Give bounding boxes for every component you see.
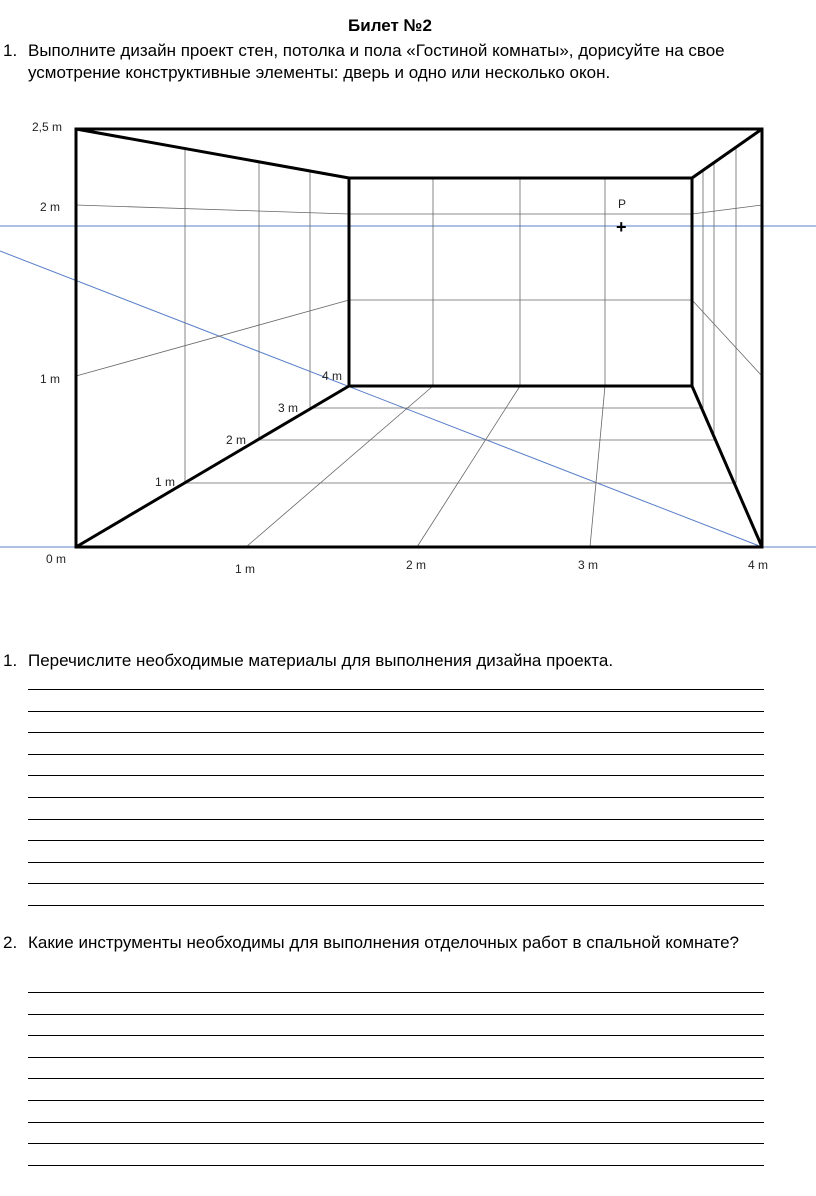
question-1-number: 1. [3,651,18,670]
answer-line[interactable] [28,797,764,798]
ticket-title: Билет №2 [348,16,432,35]
answer-line[interactable] [28,1057,764,1058]
floor-grid [185,386,736,547]
question-1-text: Перечислите необходимые материалы для выполнения дизайна проекта. [28,651,614,670]
height-label: 2,5 m [32,120,63,134]
answer-line[interactable] [28,1143,764,1144]
answer-line[interactable] [28,819,764,820]
right-wall-grid [692,148,762,483]
depth-label: 2 m [226,433,247,447]
answer-line[interactable] [28,1122,764,1123]
width-label: 4 m [748,558,769,572]
back-wall-grid [349,178,692,386]
width-label: 3 m [578,558,599,572]
answer-line[interactable] [28,1100,764,1101]
answer-line[interactable] [28,732,764,733]
question-2-text: Какие инструменты необходимы для выполнения отделочных работ в спальной комнате? [28,933,739,952]
answer-line[interactable] [28,862,764,863]
depth-label: 3 m [278,401,299,415]
answer-line[interactable] [28,1165,764,1166]
answer-line[interactable] [28,840,764,841]
room-perspective-drawing [0,110,816,590]
answer-line[interactable] [28,883,764,884]
answer-line[interactable] [28,1078,764,1079]
room-outline [76,129,762,547]
vanishing-point-label: P [618,197,627,211]
height-label: 0 m [46,552,67,566]
depth-label: 1 m [155,475,176,489]
answer-line[interactable] [28,711,764,712]
answer-line[interactable] [28,1014,764,1015]
answer-line[interactable] [28,1035,764,1036]
left-wall-grid [76,148,349,483]
answer-line[interactable] [28,754,764,755]
task-1-number: 1. [3,41,18,60]
diagonal-guide-line [0,251,762,547]
task-1-text: Выполните дизайн проект стен, потолка и пола «Гостиной комнаты», дорисуйте на свое усмотрение конструктивные элементы: дверь и одно или несколько окон. [28,41,725,82]
answer-line[interactable] [28,905,764,906]
width-label: 1 m [235,562,256,576]
depth-label: 4 m [322,369,343,383]
answer-line[interactable] [28,689,764,690]
answer-line[interactable] [28,992,764,993]
answer-line[interactable] [28,775,764,776]
width-label: 2 m [406,558,427,572]
height-label: 1 m [40,372,61,386]
vanishing-point-marker: + [616,217,627,237]
height-label: 2 m [40,200,61,214]
question-2-number: 2. [3,933,18,952]
